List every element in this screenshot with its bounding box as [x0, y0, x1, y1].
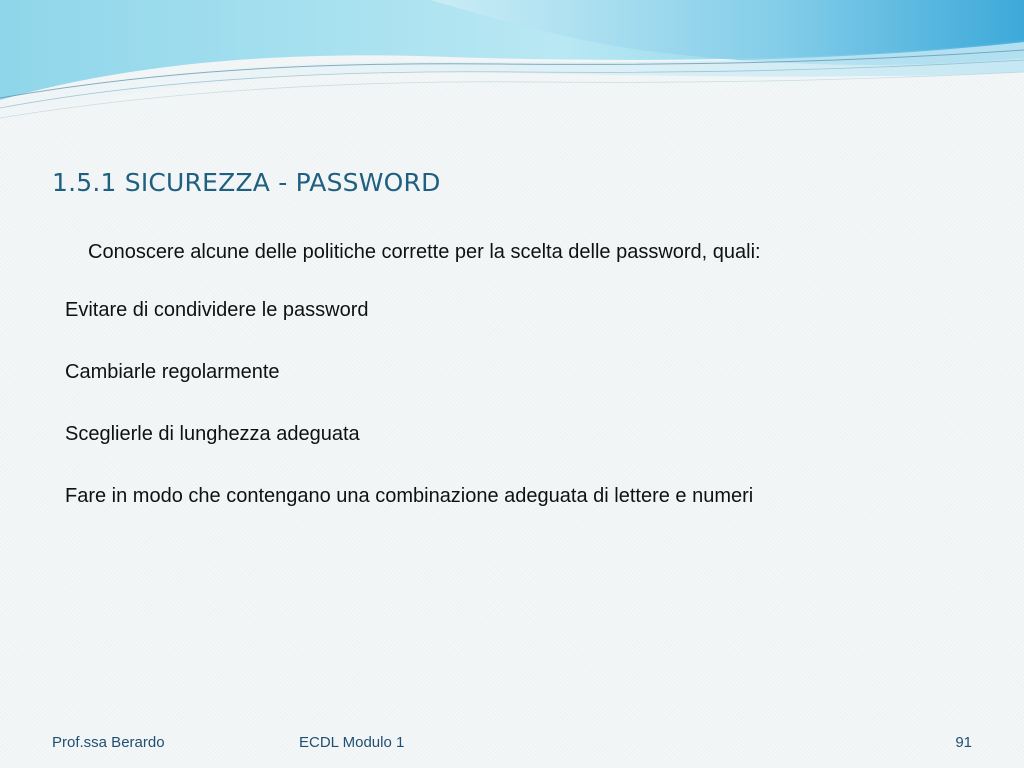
list-item: Sceglierle di lunghezza adeguata — [65, 423, 360, 445]
list-item: Evitare di condividere le password — [65, 299, 369, 321]
list-item: Cambiarle regolarmente — [65, 361, 280, 383]
list-item: Fare in modo che contengano una combinazione adeguata di lettere e numeri — [65, 485, 754, 507]
slide-title: 1.5.1 SICUREZZA - PASSWORD — [52, 168, 441, 197]
password-policy-list — [65, 297, 753, 545]
footer-author: Prof.ssa Berardo — [52, 734, 165, 751]
intro-text: Conoscere alcune delle politiche corrette per la scelta delle password, quali: — [88, 241, 761, 263]
page-number: 91 — [955, 734, 972, 751]
header-wave-decoration — [0, 0, 1024, 130]
footer-course: ECDL Modulo 1 — [299, 734, 405, 751]
